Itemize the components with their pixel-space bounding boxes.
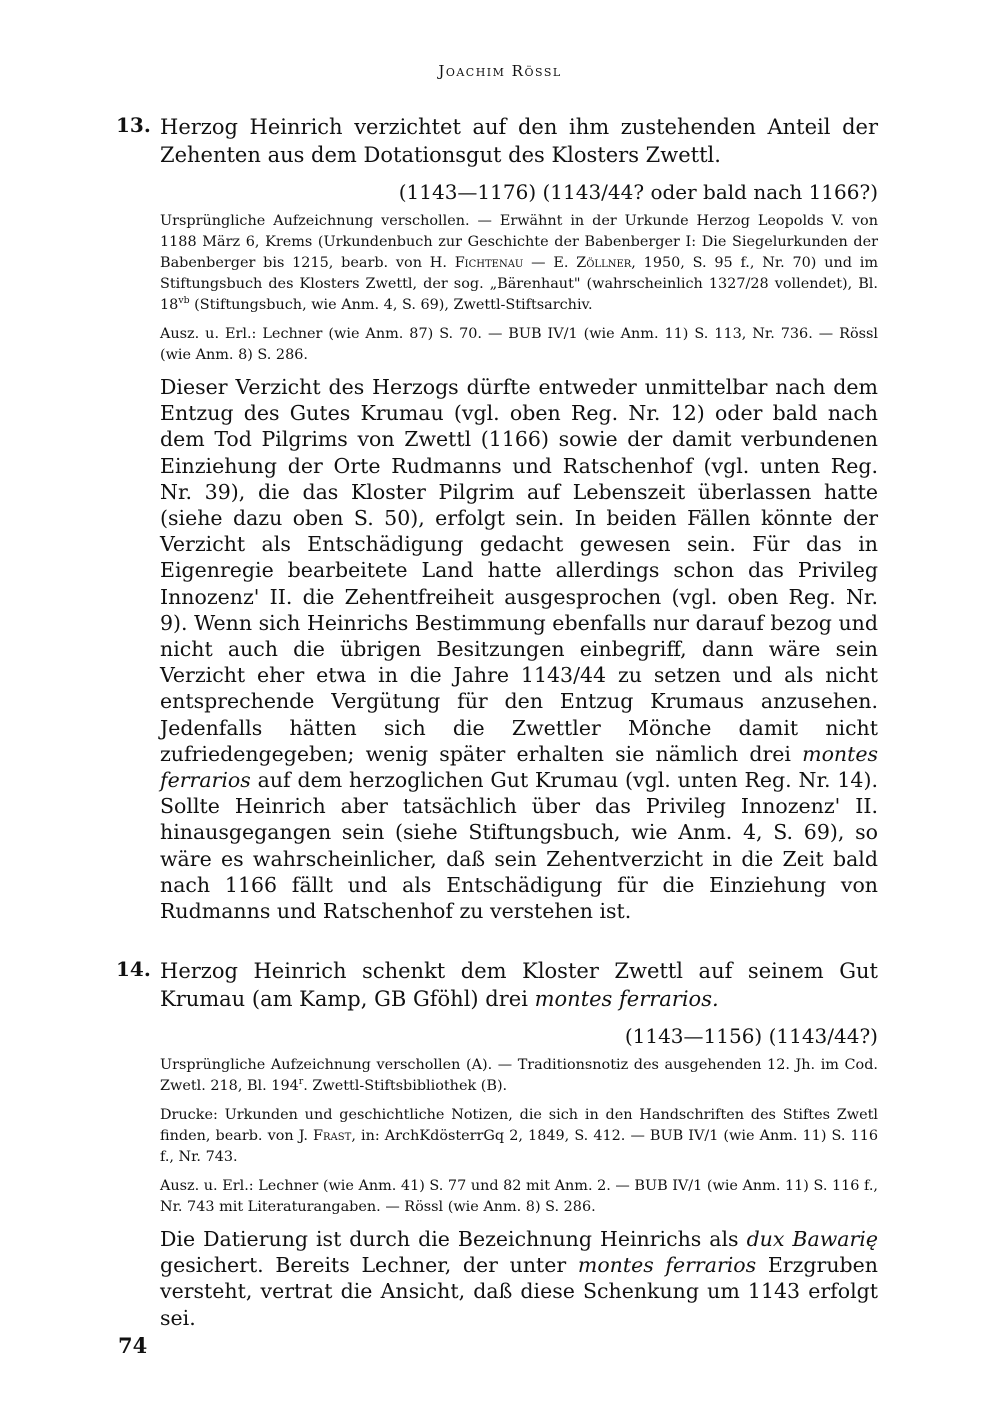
author-name: Fichtenau bbox=[454, 255, 524, 271]
author-name: Frast bbox=[313, 1128, 352, 1144]
folio-superscript: r bbox=[298, 1076, 304, 1088]
italic-term: montes ferrarios. bbox=[534, 987, 719, 1011]
author-name: Zöllner bbox=[576, 255, 632, 271]
source-text: Ursprüngliche Aufzeichnung verschollen. — Erwähnt in der Urkunde Herzog Leopolds V. von 1188 März 6, Krems (Urkundenbuch zur Geschichte der Babenberger I: Die Siegelurkunden der Babenberger bis 1215, bearb. von H. bbox=[160, 213, 878, 271]
regest-entry-13 bbox=[118, 113, 878, 924]
source-note bbox=[160, 211, 878, 316]
source-text: Ursprüngliche Aufzeichnung verschollen (A). — Traditionsnotiz des ausgehenden 12. Jh. im Cod. Zwetl. 218, Bl. 194 bbox=[160, 1057, 878, 1094]
prints-text: , in: ArchKdösterrGq 2, 1849, S. 412. — BUB IV/1 (wie Anm. 11) S. 116 f., Nr. 743. bbox=[160, 1128, 879, 1165]
running-head: Joachim Rössl bbox=[438, 62, 562, 80]
heading-text: Herzog Heinrich schenkt dem Kloster Zwettl auf seinem Gut Krumau (am Kamp, GB Gföhl) drei bbox=[160, 959, 878, 1011]
page-number: 74 bbox=[118, 1333, 148, 1358]
source-text: (Stiftungsbuch, wie Anm. 4, S. 69), Zwettl-Stiftsarchiv. bbox=[194, 297, 593, 313]
entry-number: 14. bbox=[116, 957, 151, 981]
prints-note bbox=[160, 1105, 878, 1168]
folio-superscript: vb bbox=[178, 295, 190, 307]
regest-entry-14 bbox=[118, 957, 878, 1331]
source-text: . Zwettl-Stiftsbibliothek (B). bbox=[303, 1078, 508, 1094]
commentary-text: Dieser Verzicht des Herzogs dürfte entweder unmittelbar nach dem Entzug des Gutes Krumau (vgl. oben Reg. Nr. 12) oder bald nach dem Tod Pilgrims von Zwettl (1166) sowie der damit verbundenen Einziehung der Orte Rudmanns und Ratschenhof (vgl. unten Reg. Nr. 39), die das Kloster Pilgrim auf Lebenszeit überlassen hatte (siehe dazu oben S. 50), erfolgt sein. In beiden Fällen könnte der Verzicht als Entschädigung gedacht gewesen sein. Für das in Eigenregie bearbeitete Land hatte allerdings schon das Privileg Innozenz' II. die Zehentfreiheit ausgesprochen (vgl. oben Reg. Nr. 9). Wenn sich Heinrichs Bestimmung ebenfalls nur darauf bezog und nicht auch die übrigen Besitzungen einbegriff, dann wäre sein Verzicht eher etwa in die Jahre 1143/44 zu setzen und als nicht entsprechende Vergütung für den Entzug Krumaus anzusehen. Jedenfalls hätten sich die Zwettler Mönche damit nicht zufriedengegeben; wenig später erhalten sie nämlich drei bbox=[160, 375, 878, 766]
source-text: , 1950, S. 95 f., Nr. 70) und im Stiftungsbuch des Klosters Zwettl, der sog. „Bärenhaut" (wahrscheinlich 1327/28 vollendet), Bl. 18 bbox=[160, 255, 878, 313]
excerpt-note: Ausz. u. Erl.: Lechner (wie Anm. 87) S. 70. — BUB IV/1 (wie Anm. 11) S. 113, Nr. 736. — Rössl (wie Anm. 8) S. 286. bbox=[160, 326, 878, 363]
italic-term: dux Bawarię bbox=[746, 1227, 878, 1251]
commentary-text: gesichert. Bereits Lechner, der unter bbox=[160, 1253, 567, 1278]
entry-date: (1143—1156) (1143/44?) bbox=[624, 1024, 878, 1048]
commentary bbox=[160, 374, 878, 924]
source-text: — E. bbox=[531, 255, 569, 271]
italic-term: montes ferrarios bbox=[160, 741, 878, 793]
italic-term: montes ferrarios bbox=[577, 1253, 757, 1278]
excerpt-note: Ausz. u. Erl.: Lechner (wie Anm. 41) S. 77 und 82 mit Anm. 2. — BUB IV/1 (wie Anm. 11) S. 116 f., Nr. 743 mit Literaturangaben. — Rössl (wie Anm. 8) S. 286. bbox=[160, 1178, 878, 1215]
prints-text: Drucke: Urkunden und geschichtliche Notizen, die sich in den Handschriften des Stiftes Zwetl finden, bearb. von J. bbox=[160, 1107, 878, 1144]
entry-heading bbox=[160, 957, 878, 1013]
source-note bbox=[160, 1055, 878, 1097]
commentary bbox=[160, 1226, 878, 1331]
commentary-text: auf dem herzoglichen Gut Krumau (vgl. unten Reg. Nr. 14). Sollte Heinrich aber tatsächlich über das Privileg Innozenz' II. hinausgegangen sein (siehe Stiftungsbuch, wie Anm. 4, S. 69), so wäre es wahrscheinlicher, daß sein Zehentverzicht in die Zeit bald nach 1166 fällt und als Entschädigung für die Einziehung von Rudmanns und Ratschenhof zu verstehen ist. bbox=[160, 768, 878, 924]
entry-heading: Herzog Heinrich verzichtet auf den ihm zustehenden Anteil der Zehenten aus dem Dotationsgut des Klosters Zwettl. bbox=[160, 115, 878, 167]
commentary-text: Die Datierung ist durch die Bezeichnung Heinrichs als bbox=[160, 1227, 739, 1251]
entry-date: (1143—1176) (1143/44? oder bald nach 1166?) bbox=[398, 180, 878, 204]
entry-number: 13. bbox=[116, 113, 151, 137]
commentary-text: Erzgruben versteht, vertrat die Ansicht, daß diese Schenkung um 1143 erfolgt sei. bbox=[160, 1253, 878, 1330]
